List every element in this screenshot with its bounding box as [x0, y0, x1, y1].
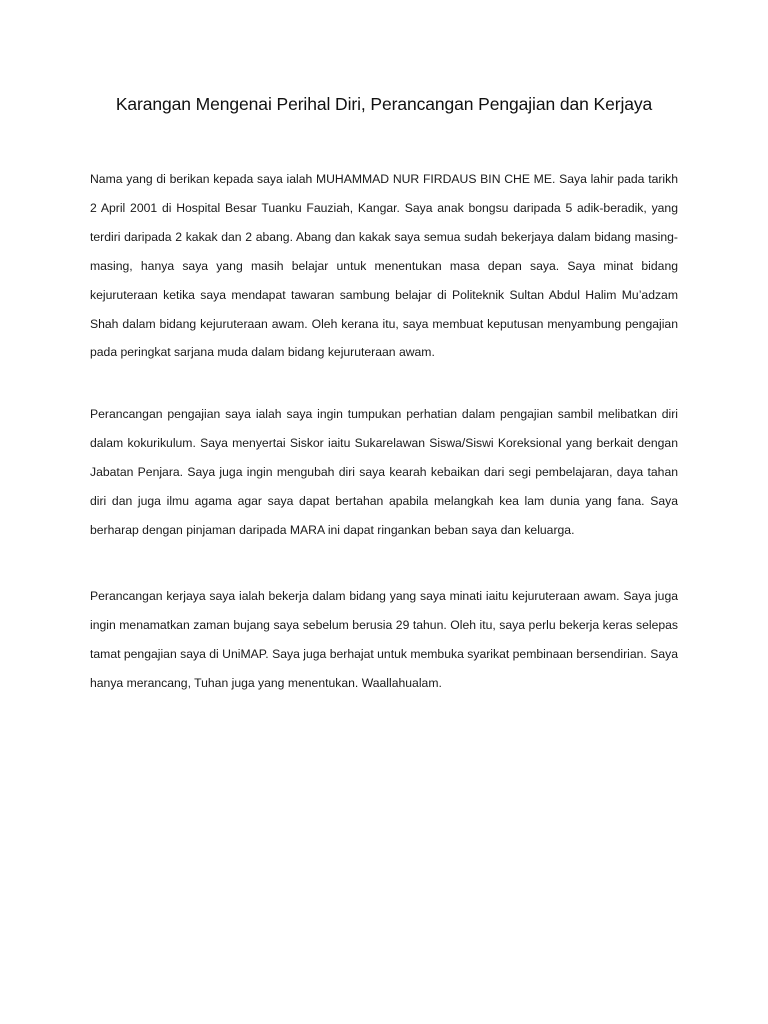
paragraph-career-plan: Perancangan kerjaya saya ialah bekerja dalam bidang yang saya minati iaitu kejuruteraan awam. Saya juga ingin menamatkan zaman bujang saya sebelum berusia 29 tahun. Oleh itu, saya perlu bekerja keras selepas tamat pengajian saya di UniMAP. Saya juga berhajat untuk membuka syarikat pembinaan bersendirian. Saya hanya merancang, Tuhan juga yang menentukan. Waallahualam. — [90, 589, 678, 690]
document-title: Karangan Mengenai Perihal Diri, Perancangan Pengajian dan Kerjaya — [115, 94, 653, 114]
paragraph-personal-background: Nama yang di berikan kepada saya ialah MUHAMMAD NUR FIRDAUS BIN CHE ME. Saya lahir pada tarikh 2 April 2001 di Hospital Besar Tuanku Fauziah, Kangar. Saya anak bongsu daripada 5 adik-beradik, yang terdiri daripada 2 kakak dan 2 abang. Abang dan kakak saya semua sudah bekerjaya dalam bidang masing-masing, hanya saya yang masih belajar untuk menentukan masa depan saya. Saya minat bidang kejuruteraan ketika saya mendapat tawaran sambung belajar di Politeknik Sultan Abdul Halim Mu’adzam Shah dalam bidang kejuruteraan awam. Oleh kerana itu, saya membuat keputusan menyambung pengajian pada peringkat sarjana muda dalam bidang kejuruteraan awam. — [90, 172, 678, 360]
paragraph-study-plan: Perancangan pengajian saya ialah saya ingin tumpukan perhatian dalam pengajian sambil melibatkan diri dalam kokurikulum. Saya menyertai Siskor iaitu Sukarelawan Siswa/Siswi Koreksional yang berkait dengan Jabatan Penjara. Saya juga ingin mengubah diri saya kearah kebaikan dari segi pembelajaran, daya tahan diri dan juga ilmu agama agar saya dapat bertahan apabila melangkah kea lam dunia yang fana. Saya berharap dengan pinjaman daripada MARA ini dapat ringankan beban saya dan keluarga. — [90, 407, 678, 537]
